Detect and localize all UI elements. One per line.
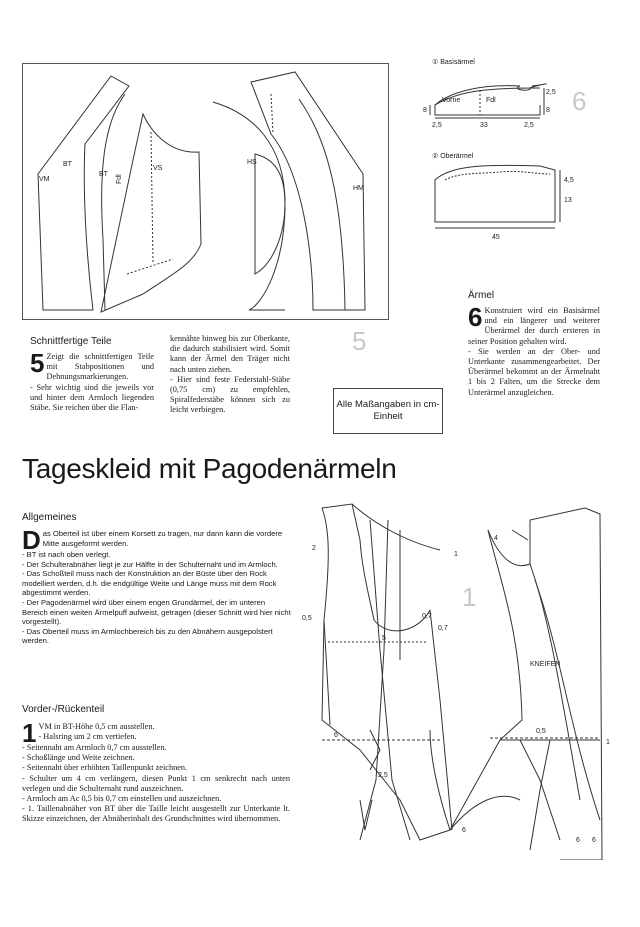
fig1-l25: 2,5	[378, 772, 388, 779]
allgemeines-dropcap: D	[22, 525, 41, 555]
fig1-l07b: 0,7	[438, 625, 448, 632]
fig5-label-bt-inner: BT	[99, 171, 108, 178]
page-headline: Tageskleid mit Pagodenärmeln	[22, 453, 397, 484]
fig6-h-right: 8	[546, 107, 550, 114]
aermel-first: Konstruiert wird ein Basisärmel und ein längerer und weiterer Überärmel der durch ersteren in seiner Position gehalten wird.	[468, 306, 600, 346]
measurement-note: Alle Maßangaben in cm-Einheit	[333, 388, 443, 434]
vorder-item: - Armloch am Ac 0,5 bis 0,7 cm einstellen und auszeichnen.	[22, 794, 222, 804]
vorder-item: - Halsring um 2 cm vertiefen.	[38, 732, 137, 742]
fig6-bot-right: 2,5	[524, 122, 534, 129]
fig1-l5: 5	[382, 635, 386, 642]
figure-5-pattern-pieces	[22, 63, 389, 320]
vorder-dropcap: 1	[22, 718, 37, 748]
schnittfertige-col1	[30, 348, 154, 413]
fig1-l6c: 6	[576, 837, 580, 844]
figure-1-number: 1	[462, 582, 477, 612]
fig1-l1a: 1	[454, 551, 458, 558]
fig5-label-fdl: Fdl	[116, 174, 123, 184]
fig6-ober-bottom: 45	[492, 234, 500, 240]
figure-1-construction	[300, 500, 620, 860]
fig1-l4: 4	[494, 535, 498, 542]
fig6-top-right: 2,5	[546, 89, 556, 96]
aermel-title: Ärmel	[468, 290, 495, 301]
fig1-l2: 2	[312, 545, 316, 552]
schnittfertige-col2-text: kennähte hinweg bis zur Oberkante, die dadurch stabilisiert wird. Somit kann der Ärmel den Träger nicht nach unten ziehen.	[170, 334, 290, 374]
vorder-item: - Seitennaht über erhöhten Taillenpunkt zeichnen.	[22, 763, 188, 773]
fig1-l6a: 6	[334, 732, 338, 739]
fig5-label-hm: HM	[353, 185, 364, 192]
vorder-item: - Schoßlänge und Weite zeichnen.	[22, 753, 135, 763]
fig1-l1b: 1	[606, 739, 610, 746]
allgemeines-item: - Der Pagodenärmel wird über einem engen Grundärmel, der im unteren Bereich einen weiten Ärmelpuff aufweist, getragen (dieser Schnitt wird hier nicht vorgestellt).	[22, 597, 291, 627]
oberaermel-title: ② Oberärmel	[432, 153, 474, 160]
fig6-ober-right-top: 4,5	[564, 177, 574, 184]
aermel-rest: - Sie werden an der Ober- und Unterkante zusammengearbeitet. Der Überärmel bekommt an der Ärmelnaht 1 bis 2 Falten, um die Strecke dem Unterärmel anzugleichen.	[468, 346, 600, 397]
fig1-l05b: 0,5	[536, 728, 546, 735]
schnittfertige-title: Schnittfertige Teile	[30, 336, 112, 347]
fig6-fdl: Fdl	[486, 97, 496, 104]
allgemeines-item: - Das Schoßteil muss nach der Konstruktion an der Büste über den Rock modelliert werden, d.h. die endgültige Weite und Länge muss mit dem Rock abgestimmt werden.	[22, 569, 277, 598]
allgemeines-body	[22, 525, 292, 646]
aermel-body	[468, 302, 600, 398]
fig1-kneifen: KNEIFEN	[530, 661, 561, 668]
fig6-ober-right-mid: 13	[564, 197, 572, 204]
vorder-title: Vorder-/Rückenteil	[22, 704, 105, 715]
vorder-item: - Seitennaht am Armloch 0,7 cm ausstellen.	[22, 743, 167, 752]
fig6-bot-mid: 33	[480, 122, 488, 129]
fig6-bot-left: 2,5	[432, 122, 442, 129]
vorder-item: - Schulter um 4 cm verlängern, diesen Punkt 1 cm senkrecht nach unten verlegen und die Schulternaht rund auszeichnen.	[22, 773, 290, 793]
schnittfertige-col1-first: Zeigt die schnittfertigen Teile mit Stabpositionen und Dehnungsmarkierungen.	[46, 352, 154, 382]
allgemeines-title: Allgemeines	[22, 512, 77, 523]
vorder-first: VM in BT-Höhe 0,5 cm ausstellen.	[38, 722, 155, 731]
allgemeines-first: as Oberteil ist über einem Korsett zu tragen, nur dann kann die vordere Mitte ausgeformt werden.	[42, 529, 283, 548]
fig5-label-hs: HS	[247, 159, 257, 166]
aermel-dropcap: 6	[468, 302, 483, 332]
allgemeines-item: - Das Oberteil muss im Armlochbereich bis zu den Abnähern ausgepolstert werden.	[22, 626, 273, 646]
basisaermel-title: ① Basisärmel	[432, 59, 475, 66]
schnittfertige-col2	[170, 334, 290, 416]
allgemeines-item: - Der Schulterabnäher liegt je zur Hälfte in der Schulternaht und im Armloch.	[22, 559, 278, 569]
fig1-l07a: 0,7	[422, 613, 432, 620]
allgemeines-item: - BT ist nach oben verlegt.	[22, 550, 111, 559]
fig1-l05a: 0,5	[302, 615, 312, 622]
fig1-l6b: 6	[462, 827, 466, 834]
fig6-h-left: 8	[423, 107, 427, 114]
fig5-label-bt: BT	[63, 161, 72, 168]
figure-6-number: 6	[572, 86, 587, 116]
fig1-l6d: 6	[592, 837, 596, 844]
fig5-label-vm: VM	[39, 176, 50, 183]
figure-5-drawing	[23, 64, 388, 319]
schnittfertige-col1-rest: - Sehr wichtig sind die jeweils vor und hinter dem Armloch liegenden Stäbe. Sie reichen über die Flan-	[30, 382, 154, 413]
fig5-label-vs: VS	[153, 165, 163, 172]
vorder-body	[22, 718, 290, 825]
vorder-item: - 1. Taillenabnäher von BT über die Taille leicht ausgestellt zur Unterkante lt. Skizze einzeichnen, der Abnäherinhalt des Grundschnittes wird übernommen.	[22, 804, 290, 824]
figure-5-number: 5	[352, 326, 367, 356]
schnittfertige-dropcap: 5	[30, 348, 45, 378]
schnittfertige-col2-rest: - Hier sind feste Federstahl-Stäbe (0,75 cm) zu empfehlen, Spiralfederstäbe können sich zu leicht verbiegen.	[170, 374, 290, 415]
fig6-vorne: Vorne	[442, 97, 461, 104]
